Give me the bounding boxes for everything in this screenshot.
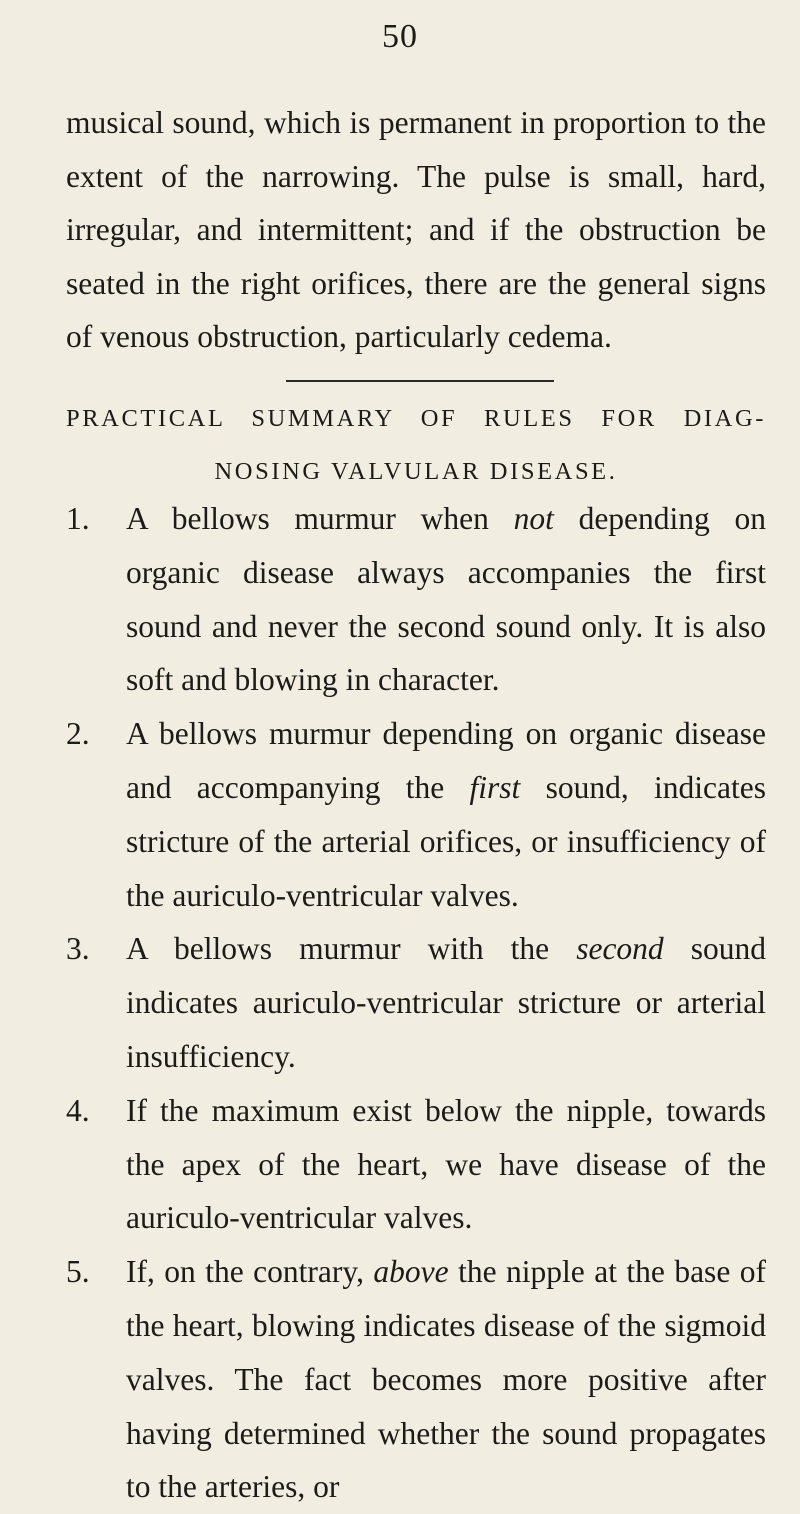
intro-text: musical sound, which is permanent in proportion to the extent of the narrowing. The pulse is small, hard, irregular, and intermittent; and if the obstruction be seated in the right orifices, there are the general signs of venous obstruction, particularly cedema. — [66, 105, 766, 354]
section-divider — [286, 380, 554, 382]
rule-number: 5. — [66, 1254, 90, 1290]
rule-emphasis: above — [373, 1254, 449, 1290]
section-heading — [66, 392, 766, 498]
rule-text: the nipple at the base of the heart, blowing indicates disease of the sigmoid valves. The fact becomes more positive after having determined whether the sound propagates to the arteries, or — [126, 1254, 766, 1505]
section-heading-line-2: NOSING VALVULAR DISEASE. — [214, 458, 618, 485]
intro-paragraph — [66, 96, 766, 364]
rule-text: sound, indicates stricture of the arterial orifices, or insufficiency of the auriculo-ventricular valves. — [126, 769, 766, 913]
rule-item-2 — [66, 707, 766, 922]
rule-text: If, on the contrary, — [126, 1254, 374, 1290]
rule-text: depending on organic disease always accompanies the first sound and never the second sound only. It is also soft and blowing in character. — [126, 501, 767, 698]
rule-emphasis: first — [469, 769, 521, 805]
rule-item-4 — [66, 1084, 766, 1245]
rule-number: 3. — [66, 931, 90, 967]
rule-text: A bellows murmur depending on organic disease and accompanying the — [126, 716, 766, 805]
rule-number: 4. — [66, 1092, 90, 1128]
section-heading-line-1: PRACTICAL SUMMARY OF RULES FOR DIAG- — [66, 405, 766, 432]
rule-emphasis: not — [513, 501, 554, 536]
page-number: 50 — [382, 18, 418, 55]
rules-list — [66, 492, 766, 1514]
rule-text: sound indicates auriculo-ventricular stricture or arterial insufficiency. — [126, 931, 766, 1074]
rule-text: If the maximum exist below the nipple, towards the apex of the heart, we have disease of the auriculo-ventricular valves. — [126, 1092, 766, 1236]
rule-text: A bellows murmur when — [126, 501, 514, 536]
rule-item-1 — [66, 492, 766, 707]
rule-text: A bellows murmur with the — [126, 931, 577, 967]
rule-emphasis: second — [576, 931, 664, 967]
rule-item-3 — [66, 922, 766, 1083]
rule-number: 2. — [66, 716, 90, 752]
rule-item-5 — [66, 1245, 766, 1514]
rule-number: 1. — [66, 501, 90, 536]
